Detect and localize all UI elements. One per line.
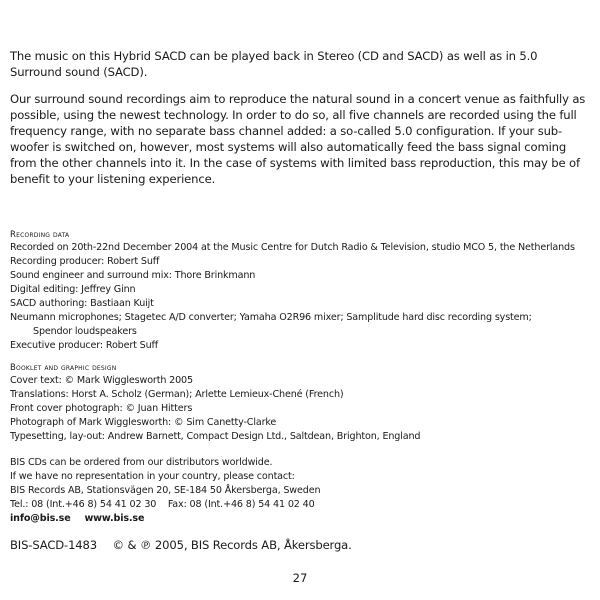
- copyright-notice: © & ℗ 2005, BIS Records AB, Åkersberga.: [112, 538, 352, 552]
- typesetting-line: Typesetting, lay-out: Andrew Barnett, Compact Design Ltd., Saltdean, Brighton, England: [10, 431, 421, 442]
- executive-producer-line: Executive producer: Robert Suff: [10, 340, 158, 351]
- artist-photo-line: Photograph of Mark Wigglesworth: © Sim Canetty-Clarke: [10, 417, 277, 428]
- website-link[interactable]: www.bis.se: [84, 513, 145, 524]
- booklet-page: [10, 48, 590, 553]
- booklet-design-heading: Booklet and graphic design: [10, 363, 117, 373]
- sound-engineer-line: Sound engineer and surround mix: Thore Brinkmann: [10, 270, 256, 281]
- surround-info: [10, 48, 590, 187]
- recording-date-line: Recorded on 20th-22nd December 2004 at the Music Centre for Dutch Radio & Television, studio MCO 5, the Netherlands: [10, 242, 575, 253]
- phone-fax-line: Tel.: 08 (Int.+46 8) 54 41 02 30 Fax: 08 (Int.+46 8) 54 41 02 40: [10, 499, 315, 510]
- contact-line: If we have no representation in your country, please contact:: [10, 471, 295, 482]
- booklet-design-section: [10, 362, 590, 444]
- distribution-section: [10, 456, 590, 526]
- address-line: BIS Records AB, Stationsvägen 20, SE-184 50 Åkersberga, Sweden: [10, 485, 321, 496]
- catalog-line: [10, 537, 590, 553]
- email-link[interactable]: info@bis.se: [10, 513, 71, 524]
- equipment-line-continued: Spendor loudspeakers: [33, 326, 137, 337]
- recording-producer-line: Recording producer: Robert Suff: [10, 256, 160, 267]
- intro-paragraph-1: The music on this Hybrid SACD can be played back in Stereo (CD and SACD) as well as in 5.0 Surround sound (SACD).: [10, 49, 538, 79]
- equipment-line: Neumann microphones; Stagetec A/D converter; Yamaha O2R96 mixer; Samplitude hard disc recording system;: [10, 312, 532, 323]
- sacd-authoring-line: SACD authoring: Bastiaan Kuijt: [10, 298, 154, 309]
- catalog-number: BIS-SACD-1483: [10, 538, 97, 552]
- recording-data-heading: Recording data: [10, 230, 70, 240]
- cover-text-line: Cover text: © Mark Wigglesworth 2005: [10, 375, 193, 386]
- cover-photo-line: Front cover photograph: © Juan Hitters: [10, 403, 193, 414]
- page-number: 27: [292, 571, 308, 585]
- recording-data-section: [10, 229, 590, 353]
- digital-editing-line: Digital editing: Jeffrey Ginn: [10, 284, 136, 295]
- intro-paragraph-2: Our surround sound recordings aim to reproduce the natural sound in a concert venue as faithfully as possible, using the newest technology. In order to do so, all five channels are recorded using the full frequency range, with no separate bass channel added: a so-called 5.0 configuration. If your sub-woofer is switched on, however, most systems will also automatically feed the bass signal coming from the other channels into it. In the case of systems with limited bass reproduction, this may be of benefit to your listening experience.: [10, 92, 586, 186]
- translations-line: Translations: Horst A. Scholz (German); Arlette Lemieux-Chené (French): [10, 389, 344, 400]
- distributors-line: BIS CDs can be ordered from our distributors worldwide.: [10, 457, 273, 468]
- contact-links: [10, 512, 590, 526]
